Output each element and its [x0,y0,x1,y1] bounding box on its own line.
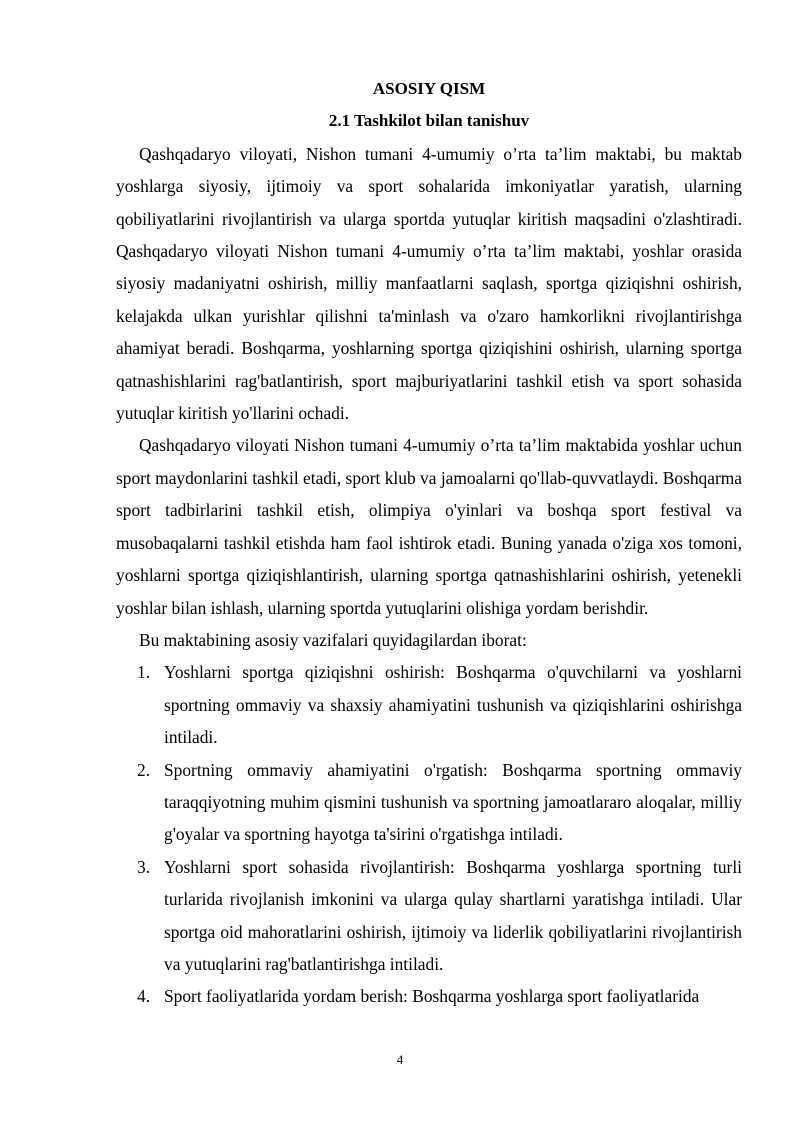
list-number: 2. [137,759,151,780]
list-intro: Bu maktabining asosiy vazifalari quyidagilardan iborat: [139,629,527,650]
list-item [116,754,742,851]
subsection-heading: 2.1 Tashkilot bilan tanishuv [328,111,530,131]
paragraph: Qashqadaryo viloyati, Nishon tumani 4-umumiy o’rta ta’lim maktabi, bu maktab yoshlarga siyosiy, ijtimoiy va sport sohalarida imkoniyatlar yaratish, ularning qobiliyatlarini rivojlantirish va ularga sportda yutuqlar kiritish maqsadini o'zlashtiradi. Qashqadaryo viloyati Nishon tumani 4-umumiy o’rta ta’lim maktabi, yoshlar orasida siyosiy madaniyatni oshirish, milliy manfaatlarni saqlash, sportga qiziqishni oshirish, kelajakda ulkan yurishlar qilishni ta'minlash va o'zaro hamkorlikni rivojlantirishga ahamiyat beradi. Boshqarma, yoshlarning sportga qiziqishini oshirish, ularning sportga qatnashishlarini rag'batlantirish, sport majburiyatlarini tashkil etish va sport sohasida yutuqlar kiritish yo'llarini ochadi. [116,143,742,424]
list-number: 1. [137,662,151,683]
page-content [116,73,742,1013]
list-item-text: Yoshlarni sport sohasida rivojlantirish: Boshqarma yoshlarga sportning turli turlarida rivojlanish imkonini va ularga qulay shartlarni yaratishga intiladi. Ular sportga oid mahoratlarini oshirish, ijtimoiy va liderlik qobiliyatlarini rivojlantirish va yutuqlarini rag'batlantirishga intiladi. [164,856,742,974]
list-item [116,851,742,981]
list-item [116,980,742,1012]
list-item-text: Sport faoliyatlarida yordam berish: Boshqarma yoshlarga sport faoliyatlarida [164,986,700,1007]
list-number: 3. [137,856,151,877]
paragraph: Qashqadaryo viloyati Nishon tumani 4-umumiy o’rta ta’lim maktabida yoshlar uchun sport maydonlarini tashkil etadi, sport klub va jamoalarni qo'llab-quvvatlaydi. Boshqarma sport tadbirlarini tashkil etish, olimpiya o'yinlari va boshqa sport festival va musobaqalarni tashkil etishda ham faol ishtirok etadi. Buning yanada o'ziga xos tomoni, yoshlarni sportga qiziqishlantirish, ularning sportga qatnashishlarini oshirish, yetenekli yoshlar bilan ishlash, ularning sportda yutuqlarini olishiga yordam berishdir. [116,435,742,618]
list-item-text: Sportning ommaviy ahamiyatini o'rgatish: Boshqarma sportning ommaviy taraqqiyotning muhim qismini tushunish va sportning jamoatlararo aloqalar, milliy g'oyalar va sportning hayotga ta'sirini o'rgatishga intiladi. [164,759,742,845]
list-number: 4. [137,986,151,1007]
page-number: 4 [396,1052,404,1067]
numbered-list [116,656,742,1012]
section-heading: ASOSIY QISM [372,79,486,98]
list-item [116,656,742,753]
list-item-text: Yoshlarni sportga qiziqishni oshirish: Boshqarma o'quvchilarni va yoshlarni sportning ommaviy va shaxsiy ahamiyatini tushunish va qiziqishlarini oshirishga intiladi. [164,662,742,748]
